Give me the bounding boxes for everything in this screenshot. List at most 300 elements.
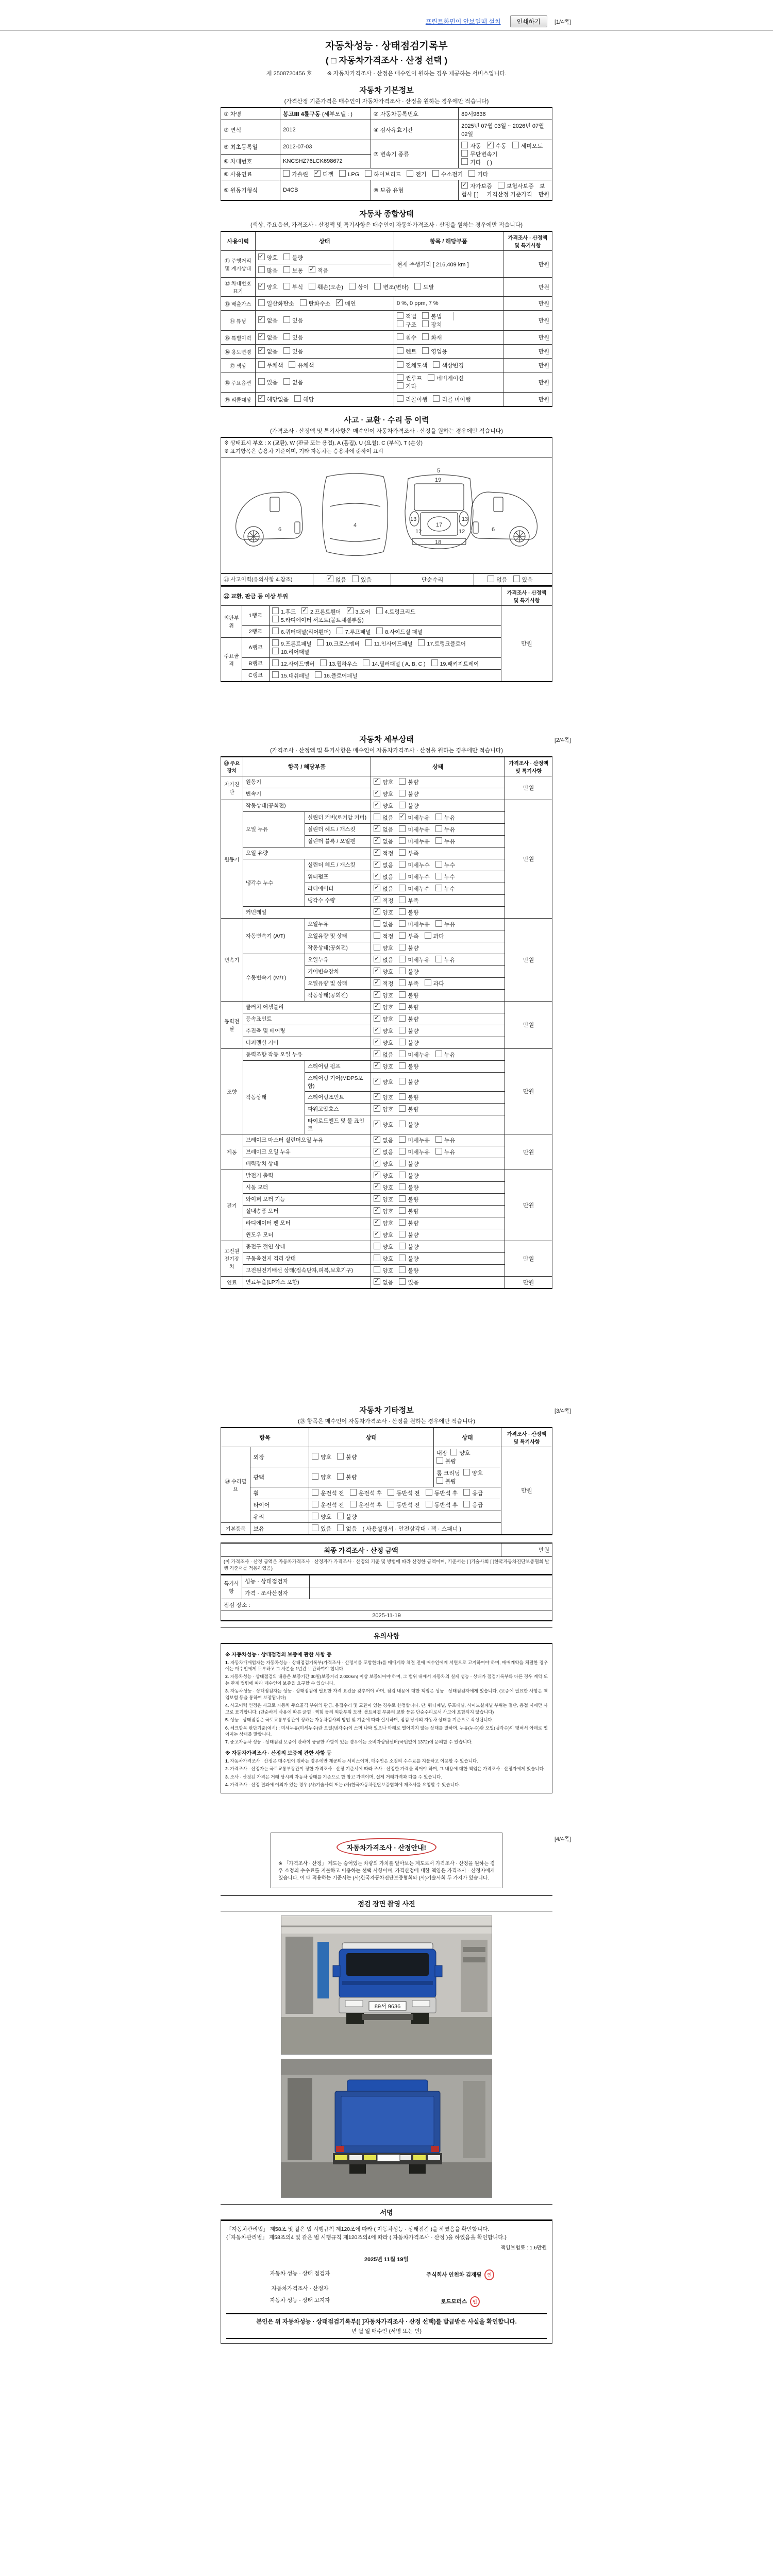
checkbox[interactable] (435, 1050, 442, 1057)
checkbox[interactable] (399, 1231, 406, 1238)
checkbox-option[interactable] (399, 1160, 418, 1168)
checkbox-option[interactable] (399, 1039, 418, 1047)
checkbox-option[interactable] (422, 320, 442, 329)
checkbox[interactable] (399, 896, 406, 903)
checkbox[interactable] (435, 1148, 442, 1155)
checkbox[interactable] (320, 659, 327, 666)
checkbox[interactable] (272, 616, 279, 622)
checkbox[interactable] (399, 968, 406, 974)
checkbox[interactable] (397, 395, 404, 402)
checkbox-option[interactable] (399, 837, 430, 845)
checkbox-option[interactable] (374, 1003, 393, 1011)
checkbox-option[interactable] (374, 1015, 393, 1023)
checkbox[interactable] (468, 170, 475, 177)
checkbox[interactable] (374, 283, 381, 290)
checkbox-option[interactable] (374, 920, 393, 928)
checkbox-option[interactable] (399, 979, 418, 988)
checkbox[interactable] (399, 1172, 406, 1178)
checkbox-option[interactable] (399, 896, 418, 905)
checkbox-option[interactable] (283, 333, 303, 342)
checkbox-option[interactable] (433, 395, 470, 403)
checkbox-option[interactable] (374, 1160, 393, 1168)
checkbox-option[interactable] (374, 283, 409, 291)
checkbox-option[interactable] (272, 671, 309, 680)
checkbox[interactable] (272, 639, 279, 646)
checkbox-option[interactable] (399, 920, 430, 928)
checkbox-option[interactable] (397, 333, 416, 342)
checkbox-option[interactable] (283, 266, 303, 275)
checkbox[interactable] (337, 628, 343, 634)
checkbox[interactable] (374, 802, 380, 808)
checkbox[interactable] (312, 1453, 318, 1460)
checkbox-option[interactable] (407, 170, 426, 178)
checkbox-option[interactable] (488, 575, 507, 584)
checkbox-option[interactable] (399, 1219, 418, 1227)
checkbox[interactable] (399, 991, 406, 998)
checkbox[interactable] (301, 607, 308, 614)
checkbox-option[interactable] (374, 1266, 393, 1275)
checkbox[interactable] (374, 1195, 380, 1202)
checkbox-option[interactable] (425, 932, 444, 940)
checkbox-option[interactable] (339, 170, 359, 178)
checkbox-option[interactable] (374, 861, 393, 869)
checkbox-option[interactable] (388, 1501, 420, 1509)
checkbox[interactable] (463, 1501, 470, 1507)
checkbox-option[interactable] (272, 616, 364, 624)
checkbox-option[interactable] (374, 979, 393, 988)
checkbox[interactable] (399, 944, 406, 951)
checkbox[interactable] (397, 347, 404, 354)
checkbox-option[interactable] (435, 885, 455, 893)
checkbox-option[interactable] (374, 956, 393, 964)
checkbox-option[interactable] (374, 1039, 393, 1047)
checkbox-option[interactable] (399, 849, 418, 857)
checkbox-option[interactable] (426, 1501, 458, 1509)
checkbox-option[interactable] (374, 873, 393, 881)
checkbox[interactable] (399, 885, 406, 891)
checkbox-option[interactable] (336, 299, 356, 308)
checkbox[interactable] (374, 849, 380, 856)
checkbox[interactable] (258, 299, 265, 306)
checkbox[interactable] (498, 182, 505, 189)
checkbox[interactable] (397, 333, 404, 340)
install-print-link[interactable]: 프린트화면이 안보일때 설치 (425, 18, 501, 25)
checkbox[interactable] (399, 1121, 406, 1127)
checkbox[interactable] (399, 861, 406, 868)
print-button[interactable]: 인쇄하기 (510, 15, 547, 27)
checkbox-option[interactable] (435, 1050, 455, 1059)
checkbox-option[interactable] (435, 837, 455, 845)
checkbox-option[interactable] (349, 283, 368, 291)
checkbox[interactable] (399, 1160, 406, 1166)
checkbox-option[interactable] (283, 347, 303, 355)
checkbox-option[interactable] (433, 361, 464, 369)
checkbox[interactable] (347, 607, 354, 614)
checkbox[interactable] (272, 659, 279, 666)
checkbox[interactable] (374, 1050, 380, 1057)
checkbox-option[interactable] (374, 1278, 393, 1286)
checkbox[interactable] (414, 283, 421, 290)
checkbox-option[interactable] (289, 361, 314, 369)
checkbox[interactable] (399, 802, 406, 808)
checkbox[interactable] (272, 628, 279, 634)
checkbox-option[interactable] (374, 802, 393, 810)
checkbox-option[interactable] (312, 1513, 331, 1521)
checkbox-option[interactable] (258, 299, 294, 308)
checkbox[interactable] (272, 607, 279, 614)
checkbox[interactable] (374, 896, 380, 903)
checkbox-option[interactable] (463, 1501, 483, 1509)
checkbox-option[interactable] (399, 1266, 418, 1275)
checkbox[interactable] (435, 861, 442, 868)
checkbox[interactable] (422, 312, 429, 319)
checkbox[interactable] (374, 778, 380, 785)
checkbox-option[interactable] (283, 378, 303, 386)
checkbox-option[interactable] (397, 374, 422, 382)
checkbox[interactable] (399, 825, 406, 832)
checkbox[interactable] (407, 170, 413, 177)
checkbox[interactable] (374, 956, 380, 962)
checkbox[interactable] (283, 378, 290, 385)
checkbox[interactable] (374, 790, 380, 796)
checkbox-option[interactable] (399, 1015, 418, 1023)
checkbox-option[interactable] (399, 790, 418, 798)
checkbox[interactable] (435, 1136, 442, 1143)
checkbox-option[interactable] (399, 908, 418, 917)
checkbox-option[interactable] (399, 1207, 418, 1215)
checkbox-option[interactable] (350, 1489, 382, 1497)
checkbox-option[interactable] (272, 648, 309, 656)
checkbox[interactable] (399, 932, 406, 939)
checkbox[interactable] (399, 1105, 406, 1112)
checkbox[interactable] (431, 659, 438, 666)
checkbox[interactable] (435, 920, 442, 927)
checkbox[interactable] (327, 575, 333, 582)
checkbox-option[interactable] (399, 1172, 418, 1180)
checkbox-option[interactable] (258, 378, 278, 386)
checkbox[interactable] (283, 170, 290, 177)
checkbox[interactable] (374, 1231, 380, 1238)
checkbox[interactable] (463, 1469, 470, 1476)
checkbox[interactable] (399, 1039, 406, 1045)
checkbox[interactable] (309, 283, 315, 290)
checkbox[interactable] (397, 374, 404, 381)
checkbox[interactable] (258, 283, 265, 290)
checkbox-option[interactable] (374, 825, 393, 834)
checkbox-option[interactable] (461, 150, 497, 158)
checkbox-option[interactable] (461, 158, 481, 166)
checkbox-option[interactable] (399, 1243, 418, 1251)
checkbox[interactable] (374, 979, 380, 986)
checkbox-option[interactable] (376, 628, 423, 636)
checkbox-option[interactable] (374, 1121, 393, 1129)
checkbox[interactable] (294, 395, 301, 402)
checkbox[interactable] (315, 671, 322, 678)
checkbox[interactable] (512, 142, 519, 148)
checkbox[interactable] (283, 333, 290, 340)
checkbox[interactable] (350, 1501, 357, 1507)
checkbox-option[interactable] (374, 1172, 393, 1180)
checkbox-option[interactable] (258, 347, 278, 355)
checkbox-option[interactable] (436, 1477, 456, 1485)
checkbox[interactable] (425, 979, 431, 986)
checkbox-option[interactable] (347, 607, 371, 616)
checkbox[interactable] (374, 1121, 380, 1127)
checkbox[interactable] (422, 347, 429, 354)
checkbox-option[interactable] (374, 849, 393, 857)
checkbox[interactable] (399, 1266, 406, 1273)
checkbox[interactable] (272, 671, 279, 678)
checkbox-option[interactable] (435, 861, 455, 869)
checkbox[interactable] (283, 266, 290, 273)
checkbox[interactable] (436, 1477, 443, 1484)
checkbox[interactable] (258, 316, 265, 323)
checkbox[interactable] (399, 1207, 406, 1214)
checkbox[interactable] (374, 885, 380, 891)
checkbox[interactable] (283, 283, 290, 290)
checkbox[interactable] (399, 1136, 406, 1143)
checkbox-option[interactable] (513, 575, 533, 584)
checkbox-option[interactable] (374, 1050, 393, 1059)
checkbox[interactable] (374, 1093, 380, 1100)
checkbox-option[interactable] (399, 885, 430, 893)
checkbox[interactable] (425, 932, 431, 939)
checkbox[interactable] (309, 266, 315, 273)
checkbox-option[interactable] (365, 170, 401, 178)
checkbox[interactable] (258, 347, 265, 354)
checkbox-option[interactable] (397, 361, 428, 369)
checkbox[interactable] (487, 142, 494, 148)
checkbox-option[interactable] (414, 283, 434, 291)
checkbox[interactable] (461, 142, 468, 148)
checkbox[interactable] (374, 920, 380, 927)
checkbox-option[interactable] (388, 1489, 420, 1497)
checkbox[interactable] (435, 837, 442, 844)
checkbox[interactable] (397, 382, 404, 389)
checkbox-option[interactable] (399, 1148, 430, 1156)
checkbox-option[interactable] (374, 1183, 393, 1192)
checkbox[interactable] (399, 849, 406, 856)
checkbox[interactable] (376, 607, 383, 614)
checkbox-option[interactable] (376, 607, 415, 616)
checkbox-option[interactable] (468, 170, 488, 178)
checkbox-option[interactable] (374, 1231, 393, 1239)
checkbox[interactable] (399, 1219, 406, 1226)
checkbox-option[interactable] (374, 1027, 393, 1035)
checkbox-option[interactable] (283, 253, 303, 262)
checkbox-option[interactable] (397, 312, 416, 320)
checkbox[interactable] (352, 575, 359, 582)
checkbox-option[interactable] (399, 932, 418, 940)
checkbox-option[interactable] (320, 659, 357, 668)
checkbox[interactable] (258, 333, 265, 340)
checkbox[interactable] (399, 1003, 406, 1010)
checkbox[interactable] (399, 1243, 406, 1249)
checkbox-option[interactable] (450, 1449, 470, 1457)
checkbox-option[interactable] (399, 1136, 430, 1144)
checkbox-option[interactable] (374, 1207, 393, 1215)
checkbox[interactable] (374, 1255, 380, 1261)
checkbox[interactable] (399, 979, 406, 986)
checkbox[interactable] (374, 825, 380, 832)
checkbox-option[interactable] (283, 283, 303, 291)
checkbox-option[interactable] (374, 932, 393, 940)
checkbox[interactable] (374, 1039, 380, 1045)
checkbox-option[interactable] (374, 968, 393, 976)
checkbox-option[interactable] (399, 802, 418, 810)
checkbox-option[interactable] (399, 1093, 418, 1101)
checkbox[interactable] (374, 1105, 380, 1112)
checkbox-option[interactable] (272, 628, 331, 636)
checkbox[interactable] (374, 1148, 380, 1155)
checkbox-option[interactable] (314, 170, 333, 178)
checkbox[interactable] (432, 170, 439, 177)
checkbox-option[interactable] (350, 1501, 382, 1509)
checkbox[interactable] (426, 1501, 432, 1507)
checkbox-option[interactable] (461, 142, 481, 150)
checkbox-option[interactable] (399, 1062, 418, 1071)
checkbox-option[interactable] (312, 1524, 331, 1533)
checkbox-option[interactable] (352, 575, 372, 584)
checkbox-option[interactable] (428, 374, 464, 382)
checkbox-option[interactable] (258, 333, 278, 342)
checkbox[interactable] (374, 1183, 380, 1190)
checkbox-option[interactable] (309, 266, 328, 275)
checkbox[interactable] (374, 873, 380, 879)
checkbox-option[interactable] (374, 1219, 393, 1227)
checkbox[interactable] (374, 968, 380, 974)
checkbox[interactable] (374, 908, 380, 915)
checkbox[interactable] (399, 1027, 406, 1033)
checkbox-option[interactable] (374, 814, 393, 822)
checkbox[interactable] (399, 908, 406, 915)
checkbox[interactable] (435, 956, 442, 962)
checkbox-option[interactable] (374, 908, 393, 917)
checkbox[interactable] (374, 1003, 380, 1010)
checkbox[interactable] (336, 299, 343, 306)
checkbox[interactable] (374, 814, 380, 820)
checkbox[interactable] (374, 1160, 380, 1166)
checkbox[interactable] (374, 944, 380, 951)
checkbox[interactable] (399, 1050, 406, 1057)
checkbox[interactable] (399, 1015, 406, 1022)
checkbox-option[interactable] (374, 896, 393, 905)
checkbox-option[interactable] (399, 1231, 418, 1239)
checkbox[interactable] (463, 1489, 470, 1496)
checkbox[interactable] (399, 790, 406, 796)
checkbox-option[interactable] (258, 266, 278, 275)
checkbox-option[interactable] (435, 956, 455, 964)
checkbox[interactable] (349, 283, 356, 290)
checkbox-option[interactable] (463, 1489, 483, 1497)
checkbox-option[interactable] (294, 395, 314, 403)
checkbox-option[interactable] (283, 170, 308, 178)
checkbox[interactable] (461, 158, 468, 165)
checkbox-option[interactable] (399, 1027, 418, 1035)
checkbox-option[interactable] (337, 1453, 357, 1461)
checkbox[interactable] (374, 1015, 380, 1022)
checkbox-option[interactable] (426, 1489, 458, 1497)
checkbox-option[interactable] (312, 1473, 331, 1481)
checkbox-option[interactable] (374, 885, 393, 893)
checkbox-option[interactable] (337, 1473, 357, 1481)
checkbox-option[interactable] (461, 182, 492, 190)
checkbox-option[interactable] (365, 639, 413, 648)
checkbox[interactable] (488, 575, 494, 582)
checkbox-option[interactable] (418, 639, 465, 648)
checkbox-option[interactable] (399, 1183, 418, 1192)
checkbox-option[interactable] (399, 1078, 418, 1086)
checkbox-option[interactable] (300, 299, 331, 308)
checkbox[interactable] (258, 253, 265, 260)
checkbox[interactable] (283, 347, 290, 354)
checkbox-option[interactable] (374, 1078, 393, 1086)
checkbox[interactable] (363, 659, 369, 666)
checkbox-option[interactable] (399, 861, 430, 869)
checkbox-option[interactable] (258, 253, 278, 262)
checkbox-option[interactable] (512, 142, 543, 150)
checkbox[interactable] (399, 837, 406, 844)
checkbox-option[interactable] (463, 1469, 483, 1477)
checkbox[interactable] (399, 814, 406, 820)
checkbox[interactable] (422, 333, 429, 340)
checkbox[interactable] (258, 361, 265, 368)
checkbox[interactable] (450, 1449, 457, 1455)
checkbox[interactable] (312, 1501, 318, 1507)
checkbox[interactable] (399, 873, 406, 879)
checkbox-option[interactable] (399, 1105, 418, 1113)
checkbox[interactable] (272, 648, 279, 654)
checkbox-option[interactable] (399, 814, 430, 822)
checkbox[interactable] (436, 1457, 443, 1464)
checkbox-option[interactable] (309, 283, 343, 291)
checkbox[interactable] (337, 1513, 344, 1519)
checkbox-option[interactable] (422, 333, 442, 342)
checkbox[interactable] (461, 182, 468, 189)
checkbox[interactable] (374, 1219, 380, 1226)
checkbox-option[interactable] (399, 1255, 418, 1263)
checkbox-option[interactable] (397, 382, 416, 391)
checkbox[interactable] (435, 814, 442, 820)
checkbox[interactable] (374, 1172, 380, 1178)
checkbox-option[interactable] (397, 347, 416, 355)
checkbox[interactable] (435, 873, 442, 879)
checkbox[interactable] (418, 639, 425, 646)
checkbox-option[interactable] (283, 316, 303, 325)
checkbox[interactable] (374, 1062, 380, 1069)
checkbox[interactable] (399, 1093, 406, 1100)
checkbox[interactable] (374, 1078, 380, 1084)
checkbox-option[interactable] (435, 920, 455, 928)
checkbox[interactable] (289, 361, 295, 368)
checkbox-option[interactable] (258, 283, 278, 291)
checkbox[interactable] (435, 885, 442, 891)
checkbox[interactable] (433, 395, 440, 402)
checkbox-option[interactable] (317, 639, 359, 648)
checkbox[interactable] (312, 1489, 318, 1496)
checkbox[interactable] (337, 1473, 344, 1480)
checkbox-option[interactable] (435, 1148, 455, 1156)
checkbox[interactable] (258, 378, 265, 385)
checkbox[interactable] (399, 1078, 406, 1084)
checkbox[interactable] (350, 1489, 357, 1496)
checkbox-option[interactable] (399, 991, 418, 999)
checkbox-option[interactable] (374, 1062, 393, 1071)
checkbox-option[interactable] (435, 873, 455, 881)
checkbox[interactable] (513, 575, 520, 582)
checkbox-option[interactable] (374, 991, 393, 999)
checkbox-option[interactable] (337, 628, 371, 636)
